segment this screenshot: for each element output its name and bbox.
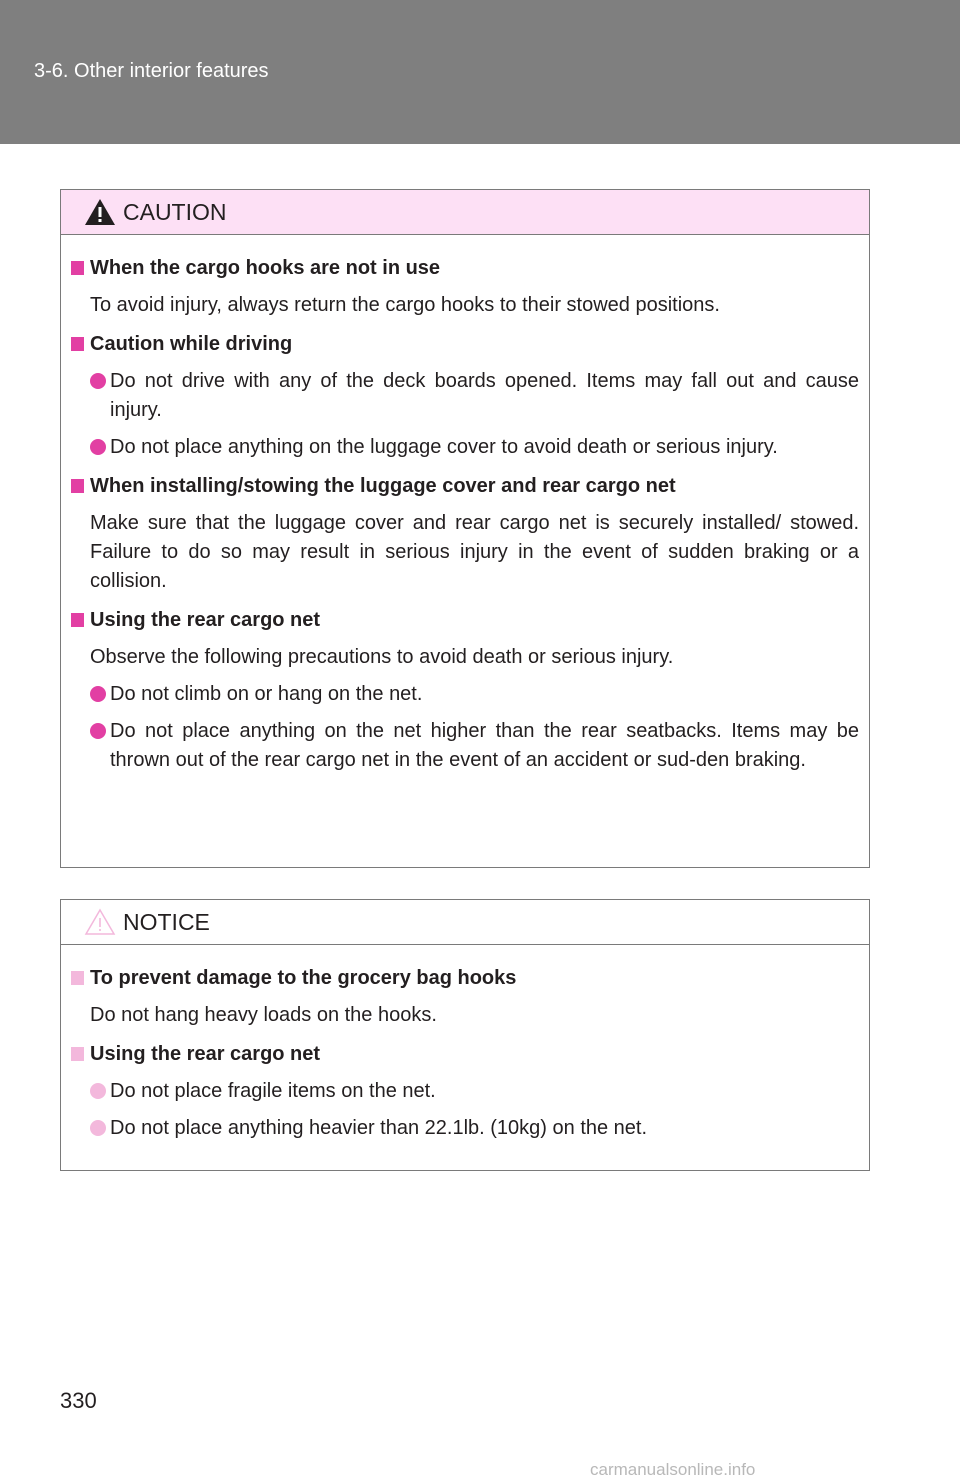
item-text: Do not climb on or hang on the net. [110, 683, 423, 705]
item-text: Observe the following precautions to avoid death or serious injury. [90, 646, 674, 668]
bullet-item [71, 1114, 859, 1143]
notice-box [60, 899, 870, 1171]
section-heading [71, 471, 859, 501]
section-heading-text: When the cargo hooks are not in use [90, 257, 441, 279]
caution-content [61, 235, 869, 775]
page-header [0, 0, 960, 144]
section-heading [71, 1039, 859, 1069]
item-text: Do not place anything on the luggage cover to avoid death or serious injury. [110, 436, 778, 458]
bullet-item [71, 433, 859, 462]
page-number: 330 [60, 1388, 97, 1413]
caution-header [61, 190, 869, 235]
section-heading [71, 329, 859, 359]
item-text: Do not place anything heavier than 22.1lb. (10kg) on the net. [110, 1117, 648, 1139]
caution-box [60, 189, 870, 868]
item-text: Make sure that the luggage cover and rear cargo net is securely installed/ stowed. Failure to do so may result in serious injury in the event of sudden braking or a collision. [90, 512, 859, 592]
item-text: Do not place fragile items on the net. [110, 1080, 436, 1102]
round-bullet-icon [90, 686, 106, 702]
bullet-item [71, 680, 859, 709]
paragraph [71, 643, 859, 672]
item-text: To avoid injury, always return the cargo hooks to their stowed positions. [90, 294, 720, 316]
section-title: 3-6. Other interior features [34, 60, 269, 82]
bullet-item [71, 717, 859, 775]
section-heading [71, 253, 859, 283]
round-bullet-icon [90, 1083, 106, 1099]
square-bullet-icon [71, 261, 84, 275]
section-heading-text: Using the rear cargo net [90, 1043, 321, 1065]
round-bullet-icon [90, 1120, 106, 1136]
section-heading [71, 963, 859, 993]
paragraph [71, 291, 859, 320]
item-text: Do not drive with any of the deck boards opened. Items may fall out and cause injury. [110, 370, 859, 421]
warning-triangle-icon [83, 197, 117, 227]
bullet-item [71, 367, 859, 425]
section-heading [71, 605, 859, 635]
item-text: Do not hang heavy loads on the hooks. [90, 1004, 437, 1026]
section-heading-text: To prevent damage to the grocery bag hooks [90, 967, 517, 989]
section-heading-text: Using the rear cargo net [90, 609, 321, 631]
round-bullet-icon [90, 439, 106, 455]
warning-triangle-outline-icon [83, 907, 117, 937]
notice-label: NOTICE [123, 909, 210, 935]
paragraph [71, 1001, 859, 1030]
item-text: Do not place anything on the net higher than the rear seatbacks. Items may be thrown out of the rear cargo net in the event of an accident or sud-den braking. [110, 720, 859, 771]
square-bullet-icon [71, 337, 84, 351]
square-bullet-icon [71, 971, 84, 985]
square-bullet-icon [71, 613, 84, 627]
notice-content [61, 945, 869, 1143]
round-bullet-icon [90, 723, 106, 739]
caution-label: CAUTION [123, 199, 227, 225]
notice-header [61, 900, 869, 945]
bullet-item [71, 1077, 859, 1106]
round-bullet-icon [90, 373, 106, 389]
paragraph [71, 509, 859, 596]
section-heading-text: When installing/stowing the luggage cover and rear cargo net [90, 475, 676, 497]
square-bullet-icon [71, 1047, 84, 1061]
section-heading-text: Caution while driving [90, 333, 293, 355]
watermark: carmanualsonline.info [590, 1460, 756, 1479]
square-bullet-icon [71, 479, 84, 493]
